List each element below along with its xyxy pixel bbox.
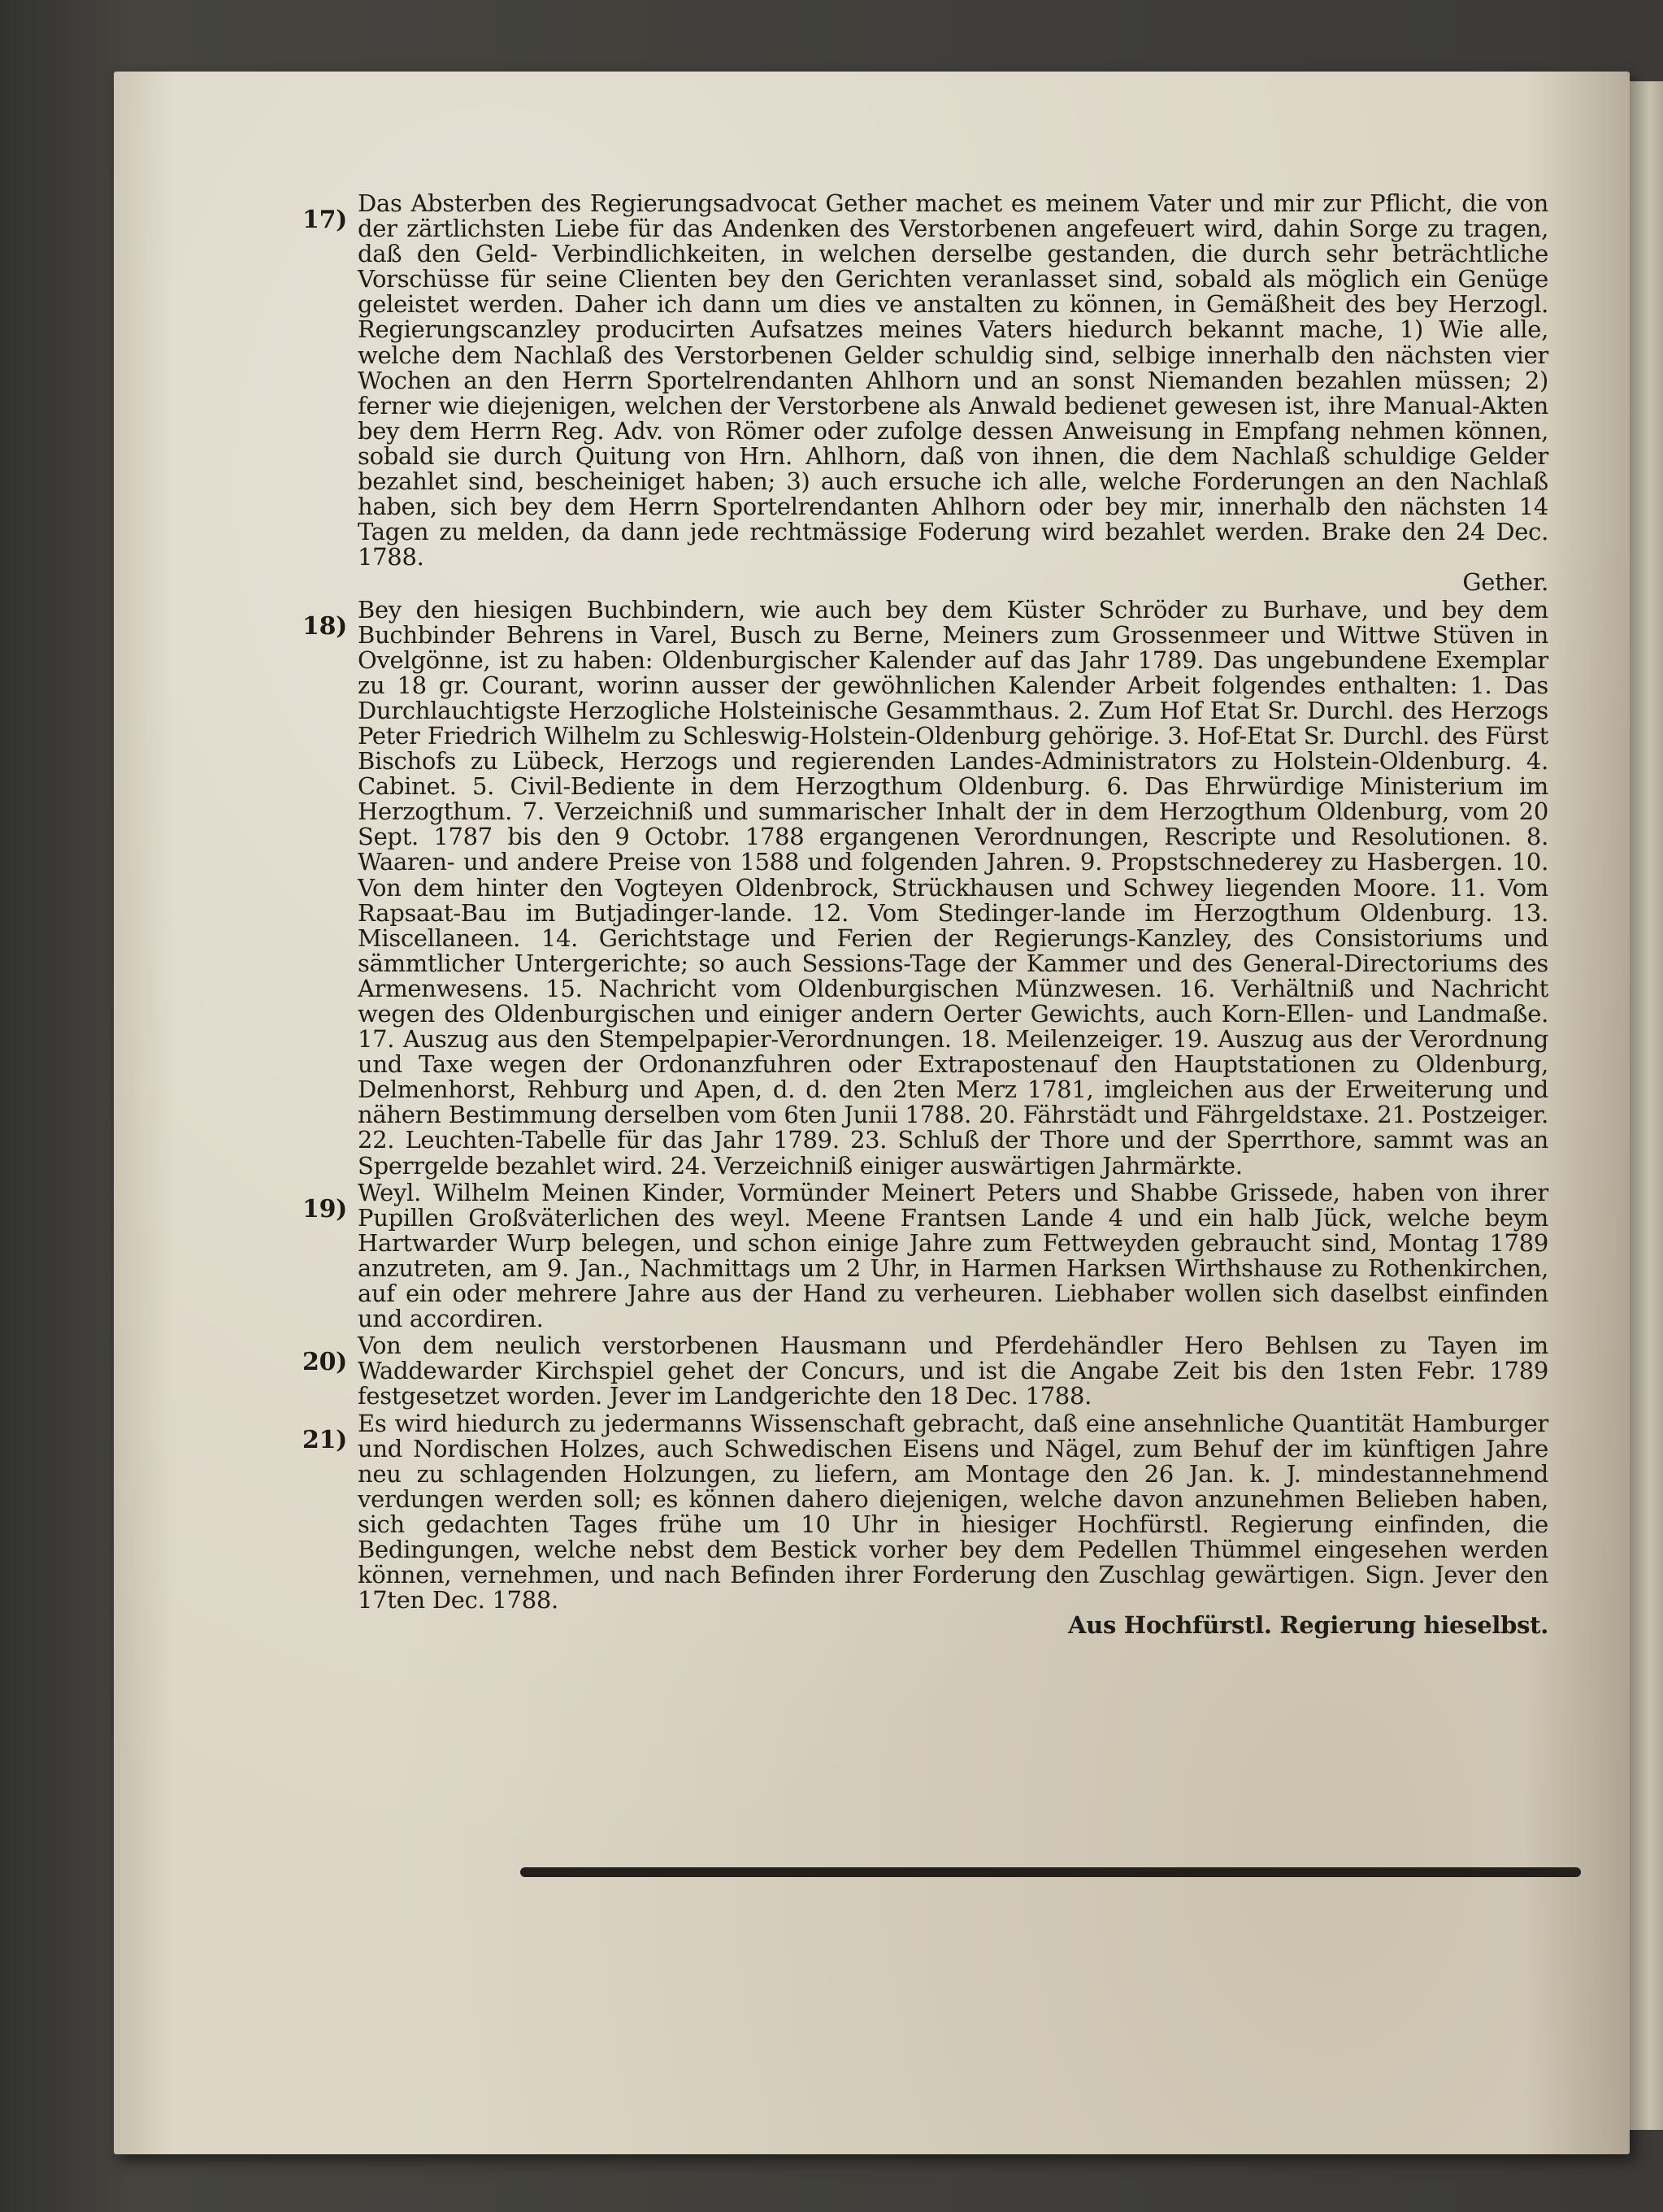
notice-number: 21) xyxy=(302,1425,348,1454)
notice-number: 20) xyxy=(302,1348,348,1377)
page-text xyxy=(302,189,1548,1640)
notice-text: Von dem neulich verstorbenen Hausmann und Pferdehändler Hero Behlsen zu Tayen im Waddewarder Kirchspiel gehet der Concurs, und ist die Angabe Zeit bis den 1sten Febr. 1789 festgesetzet worden. Jever im Landgerichte den 18 Dec. 1788. xyxy=(358,1332,1548,1410)
notice-number: 19) xyxy=(302,1194,348,1223)
notice-18 xyxy=(302,595,1548,1180)
notice-text: Weyl. Wilhelm Meinen Kinder, Vormünder Meinert Peters und Shabbe Grissede, haben von ihrer Pupillen Großväterlichen des weyl. Meene Frantsen Lande 4 und ein halb Jück, welche beym Hartwarder Wurp belegen, und schon einige Jahre zum Fettweyden gebraucht sind, Montag 1789 anzutreten, am 9. Jan., Nachmittags um 2 Uhr, in Harmen Harksen Wirthshause zu Rothenkirchen, auf ein oder mehrere Jahre aus der Hand zu verheuren. Liebhaber wollen sich daselbst einfinden und accordiren. xyxy=(358,1178,1548,1333)
adjacent-page-edge xyxy=(1630,81,1663,2130)
notice-signature: Gether. xyxy=(1462,568,1548,597)
notice-number: 17) xyxy=(302,206,348,234)
notice-number: 18) xyxy=(302,611,348,641)
notice-text: Es wird hiedurch zu jedermanns Wissenschaft gebracht, daß eine ansehnliche Quantität Hamburger und Nordischen Holzes, auch Schwedischen Eisens und Nägel, zum Behuf der im künftigen Jahre neu zu schlagenden Holzungen, zu liefern, am Montage den 26 Jan. k. J. mindestannehmend verdungen werden soll; es können dahero diejenigen, welche davon anzunehmen Belieben haben, sich gedachten Tages frühe um 10 Uhr in hiesiger Hochfürstl. Regierung einfinden, die Bedingungen, welche nebst dem Bestick vorher bey dem Pedellen Thümmel eingesehen werden können, vernehmen, und nach Befinden ihrer Forderung den Zuschlag gewärtigen. Sign. Jever den 17ten Dec. 1788. xyxy=(358,1409,1548,1614)
notice-signature: Aus Hochfürstl. Regierung hieselbst. xyxy=(1067,1611,1548,1640)
closing-rule xyxy=(520,1867,1581,1877)
notice-19 xyxy=(302,1178,1548,1333)
notice-text: Bey den hiesigen Buchbindern, wie auch bey dem Küster Schröder zu Burhave, und bey dem Buchbinder Behrens in Varel, Busch zu Berne, Meiners zum Grossenmeer und Wittwe Stüven in Ovelgönne, ist zu haben: Oldenburgischer Kalender auf das Jahr 1789. Das ungebundene Exemplar zu 18 gr. Courant, worinn ausser der gewöhnlichen Kalender Arbeit folgendes enthalten: 1. Das Durchlauchtigste Herzogliche Holsteinische Gesammthaus. 2. Zum Hof Etat Sr. Durchl. des Herzogs Peter Friedrich Wilhelm zu Schleswig-Holstein-Oldenburg gehörige. 3. Hof-Etat Sr. Durchl. des Fürst Bischofs zu Lübeck, Herzogs und regierenden Landes-Administrators zu Holstein-Oldenburg. 4. Cabinet. 5. Civil-Bediente in dem Herzogthum Oldenburg. 6. Das Ehrwürdige Ministerium im Herzogthum. 7. Verzeichniß und summarischer Inhalt der in dem Herzogthum Oldenburg, vom 20 Sept. 1787 bis den 9 Octobr. 1788 ergangenen Verordnungen, Rescripte und Resolutionen. 8. Waaren- und andere Preise von 1588 und folgenden Jahren. 9. Propstschnederey zu Hasbergen. 10. Von dem hinter den Vogteyen Oldenbrock, Strückhausen und Schwey liegenden Moore. 11. Vom Rapsaat-Bau im Butjadinger-lande. 12. Vom Stedinger-lande im Herzogthum Oldenburg. 13. Miscellaneen. 14. Gerichtstage und Ferien der Regierungs-Kanzley, des Consistoriums und sämmtlicher Untergerichte; so auch Sessions-Tage der Kammer und des General-Directoriums des Armenwesens. 15. Nachricht vom Oldenburgischen Münzwesen. 16. Verhältniß und Nachricht wegen des Oldenburgischen und einiger andern Oerter Gewichts, auch Korn-Ellen- und Landmaße. 17. Auszug aus den Stempelpapier-Verordnungen. 18. Meilenzeiger. 19. Auszug aus der Verordnung und Taxe wegen der Ordonanzfuhren oder Extrapostenauf den Hauptstationen zu Oldenburg, Delmenhorst, Rehburg und Apen, d. d. den 2ten Merz 1781, imgleichen aus der Erweiterung und nähern Bestimmung derselben vom 6ten Junii 1788. 20. Fährstädt und Fährgeldstaxe. 21. Postzeiger. 22. Leuchten-Tabelle für das Jahr 1789. 23. Schluß der Thore und der Sperrthore, sammt was an Sperrgelde bezahlet wird. 24. Verzeichniß einiger auswärtigen Jahrmärkte. xyxy=(358,595,1548,1180)
notice-text: Das Absterben des Regierungsadvocat Gether machet es meinem Vater und mir zur Pflicht, die von der zärtlichsten Liebe für das Andenken des Verstorbenen angefeuert wird, dahin Sorge zu tragen, daß den Geld- Verbindlichkeiten, in welchen derselbe gestanden, die durch sehr beträchtliche Vorschüsse für seine Clienten bey den Gerichten veranlasset sind, sobald als möglich ein Genüge geleistet werden. Daher ich dann um dies ve anstalten zu können, in Gemäßheit des bey Herzogl. Regierungscanzley producirten Aufsatzes meines Vaters hiedurch bekannt mache, 1) Wie alle, welche dem Nachlaß des Verstorbenen Gelder schuldig sind, selbige innerhalb den nächsten vier Wochen an den Herrn Sportelrendanten Ahlhorn und an sonst Niemanden bezahlen müssen; 2) ferner wie diejenigen, welchen der Verstorbene als Anwald bedienet gewesen ist, ihre Manual-Akten bey dem Herrn Reg. Adv. von Römer oder zufolge dessen Anweisung in Empfang nehmen können, sobald sie durch Quitung von Hrn. Ahlhorn, daß von ihnen, die dem Nachlaß schuldige Gelder bezahlet sind, bescheiniget haben; 3) auch ersuche ich alle, welche Forderungen an den Nachlaß haben, sich bey dem Herrn Sportelrendanten Ahlhorn oder bey mir, innerhalb den nächsten 14 Tagen zu melden, da dann jede rechtmässige Foderung wird bezahlet werden. Brake den 24 Dec. 1788. xyxy=(358,189,1548,571)
notice-17 xyxy=(302,189,1548,597)
notice-21 xyxy=(302,1409,1548,1640)
notice-20 xyxy=(302,1332,1548,1410)
